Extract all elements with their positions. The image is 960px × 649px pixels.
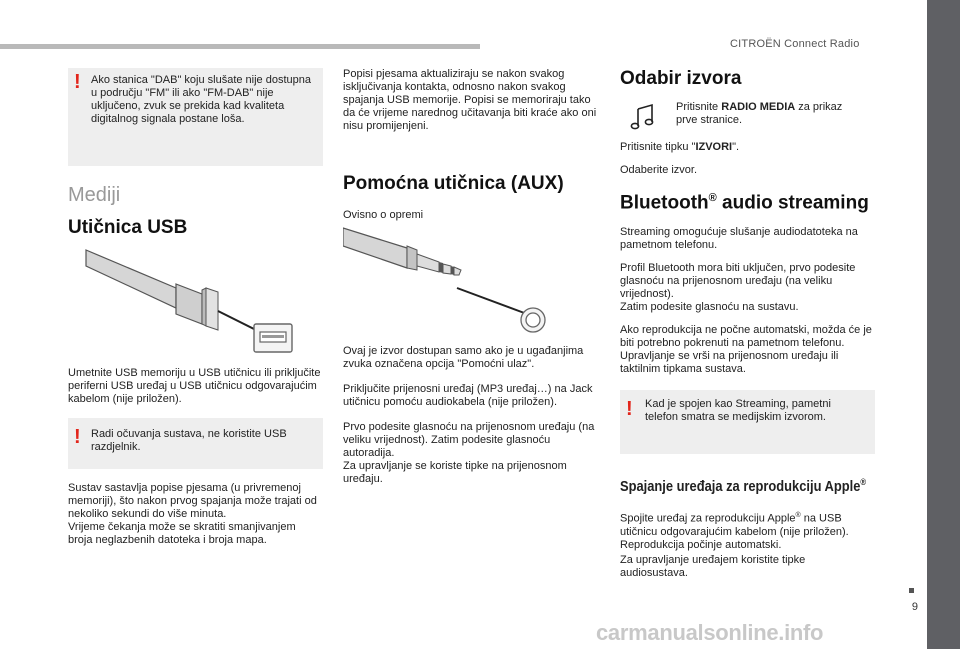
aux-jack-illustration (343, 224, 553, 336)
warning-box-stream (620, 390, 875, 454)
column-2-lower (343, 345, 598, 486)
warning-text-stream: Kad je spojen kao Streaming, pametni telefon smatra se medijskim izvorom. (645, 398, 831, 424)
usb-text: Umetnite USB memoriju u USB utičnicu ili priključite periferni USB uređaj u USB utičnicu odgovarajućim kabelom (nije priložen). (68, 367, 321, 405)
odabir-title: Odabir izvora (620, 68, 742, 89)
aux-text-2: Priključite prijenosni uređaj (MP3 uređaj…) na Jack utičnicu pomoću audiokabela (nije priložen). (343, 383, 593, 408)
radio-pre: Pritisnite (676, 101, 722, 113)
apple-text-1: Spojite uređaj za reprodukciju Apple® na USB utičnicu odgovarajućim kabelom (nije priložen). Reprodukcija počinje automatski. (620, 512, 849, 551)
izvori-pre: Pritisnite tipku " (620, 141, 696, 153)
exclamation-icon: ! (626, 398, 633, 421)
sustav-text: Sustav sastavlja popise pjesama (u privremenoj memoriji), što nakon prvog spajanja može trajati od nekoliko sekundi do više minuta. Vrijeme čekanja može se skratiti smanjivanjem broja neglazbenih datoteka i broja mapa. (68, 482, 317, 546)
radio-post: za prikaz prve stranice. (676, 101, 843, 126)
exclamation-icon: ! (74, 71, 81, 93)
side-bar (927, 0, 960, 649)
apple-title: Spajanje uređaja za reprodukciju Apple® (620, 477, 867, 496)
bluetooth-title: Bluetooth® audio streaming (620, 192, 869, 214)
media-title: Mediji (68, 184, 121, 206)
watermark: carmanualsonline.info (596, 620, 824, 645)
column-1 (68, 68, 323, 239)
header-rule (0, 44, 480, 49)
bluetooth-text-2: Profil Bluetooth mora biti uključen, prvo podesite glasnoću na prijenosnom uređaju (na veliku vrijednost). Zatim podesite glasnoću na sustavu. (620, 262, 856, 314)
radio-media-label: RADIO MEDIA (721, 101, 796, 113)
radio-media-instruction (676, 101, 866, 127)
column-1-lower (68, 367, 323, 547)
warning-box-dab (68, 68, 323, 166)
page-marker (909, 588, 914, 593)
warning-box-usb (68, 418, 323, 469)
izvori-label: IZVORI (695, 141, 733, 153)
aux-title: Pomoćna utičnica (AUX) (343, 173, 564, 194)
usb-title: Utičnica USB (68, 217, 188, 238)
exclamation-icon: ! (74, 426, 81, 448)
izvori-post: ". (732, 141, 740, 153)
aux-text-3: Prvo podesite glasnoću na prijenosnom uređaju (na veliku vrijednost). Zatim podesite glasnoću autoradija. Za upravljanje se koriste tipke na prijenosnom uređaju. (343, 421, 595, 485)
warning-text-usb: Radi očuvanja sustava, ne koristite USB razdjelnik. (91, 428, 287, 453)
bluetooth-text-1: Streaming omogućuje slušanje audiodatoteka na pametnom telefonu. (620, 226, 858, 252)
bluetooth-text-3: Ako reprodukcija ne počne automatski, možda će je biti potrebno pokrenuti na pametnom telefonu. Upravljanje se vrši na prijenosnom uređaju ili taktilnim tipkama sustava. (620, 324, 872, 376)
popisi-text: Popisi pjesama aktualiziraju se nakon svakog isključivanja kontakta, odnosno nakon svakog spajanja USB memorije. Popisi se memoriraju tako da će vrijeme narednog učitavanja biti kraće ako oni nisu promijenjeni. (343, 68, 597, 132)
odaberite-text: Odaberite izvor. (620, 164, 698, 176)
ovisno-text: Ovisno o opremi (343, 209, 424, 221)
apple-text-2: Za upravljanje uređajem koristite tipke audiosustava. (620, 553, 806, 579)
usb-cable-illustration (84, 244, 299, 364)
music-note-icon (630, 103, 656, 131)
column-3 (620, 68, 875, 90)
header-title: CITROËN Connect Radio (730, 38, 860, 50)
page-number: 9 (911, 601, 918, 613)
aux-text-1: Ovaj je izvor dostupan samo ako je u ugađanjima zvuka označena opcija "Pomoćni ulaz". (343, 345, 584, 370)
column-2 (343, 68, 598, 222)
warning-text-dab: Ako stanica "DAB" koju slušate nije dostupna u području "FM" ili ako "FM-DAB" nije uključeno, zvuk se prekida kad kvaliteta digitalnog signala postane loša. (91, 74, 311, 125)
column-3-middle (620, 141, 875, 580)
